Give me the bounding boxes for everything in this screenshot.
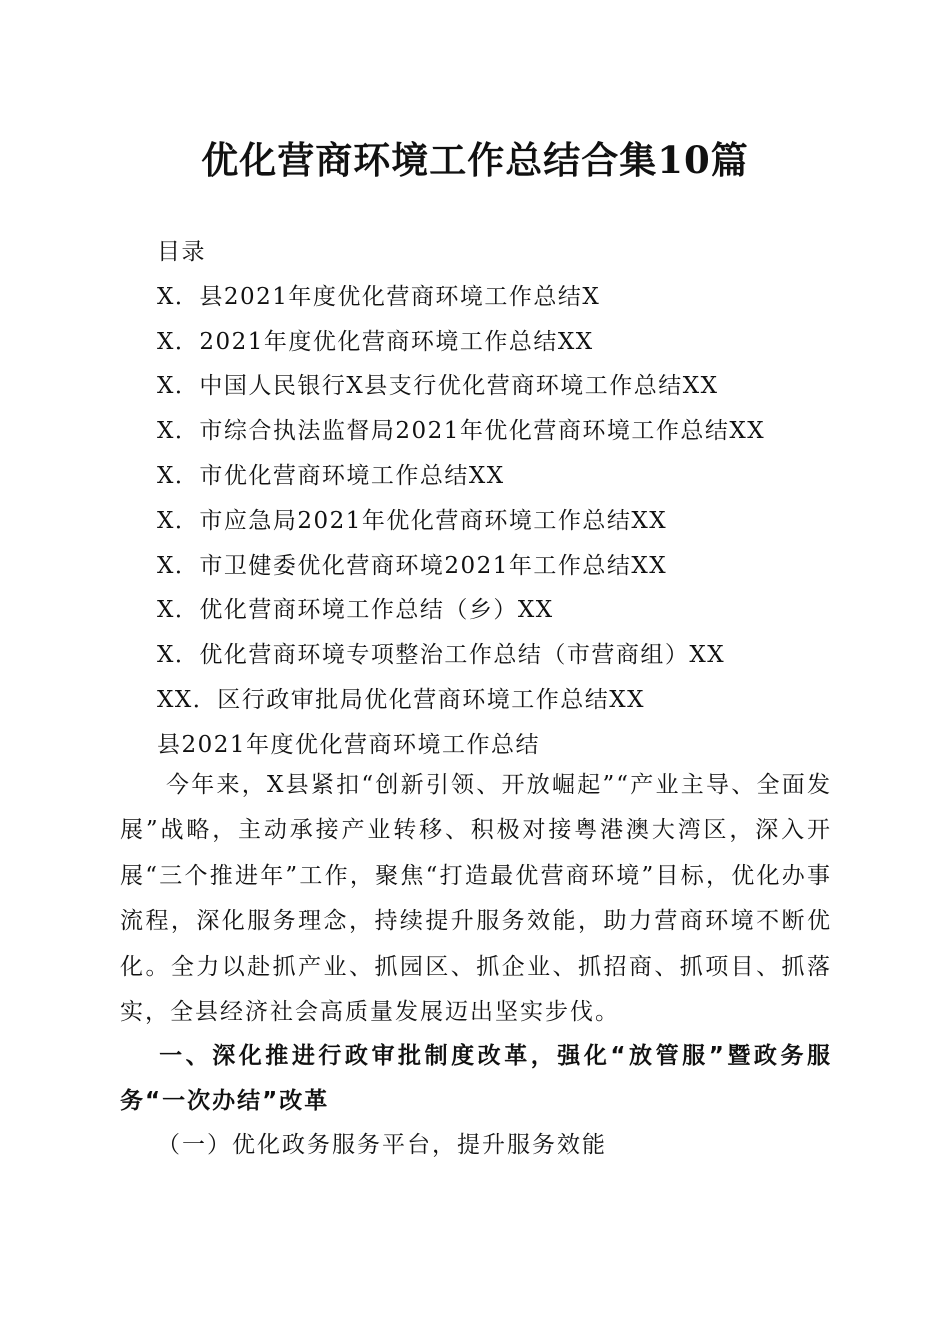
toc-item: X．优化营商环境专项整治工作总结（市营商组）XX <box>157 642 726 669</box>
toc-item: X．2021年度优化营商环境工作总结XX <box>157 328 594 355</box>
toc-item: X．县2021年度优化营商环境工作总结X <box>157 283 601 310</box>
subsection-heading: （一）优化政务服务平台，提升服务效能 <box>157 1132 607 1158</box>
toc-item: X．中国人民银行X县支行优化营商环境工作总结XX <box>157 373 719 400</box>
toc-item: X．市应急局2021年优化营商环境工作总结XX <box>157 507 668 534</box>
table-of-contents <box>157 230 857 768</box>
document-title: 优化营商环境工作总结合集10篇 <box>201 138 749 182</box>
toc-item: X．市卫健委优化营商环境2021年工作总结XX <box>157 552 668 579</box>
toc-item: XX．区行政审批局优化营商环境工作总结XX <box>157 686 645 713</box>
toc-item: X．市优化营商环境工作总结XX <box>157 462 505 489</box>
toc-item: X．优化营商环境工作总结（乡）XX <box>157 597 554 624</box>
section-heading: 一、深化推进行政审批制度改革，强化“放管服”暨政务服务“一次办结”改革 <box>120 1043 832 1115</box>
toc-heading: 目录 <box>157 239 206 265</box>
toc-item: X．市综合执法监督局2021年优化营商环境工作总结XX <box>157 418 766 445</box>
intro-paragraph: 今年来，X县紧扣“创新引领、开放崛起”“产业主导、全面发展”战略，主动承接产业转移、积极对接粤港澳大湾区，深入开展“三个推进年”工作，聚焦“打造最优营商环境”目标，优化办事流程，深化服务理念，持续提升服务效能，助力营商环境不断优化。全力以赴抓产业、抓园区、抓企业、抓招商、抓项目、抓落实，全县经济社会高质量发展迈出坚实步伐。 <box>120 772 832 1026</box>
article-title: 县2021年度优化营商环境工作总结 <box>157 731 541 758</box>
